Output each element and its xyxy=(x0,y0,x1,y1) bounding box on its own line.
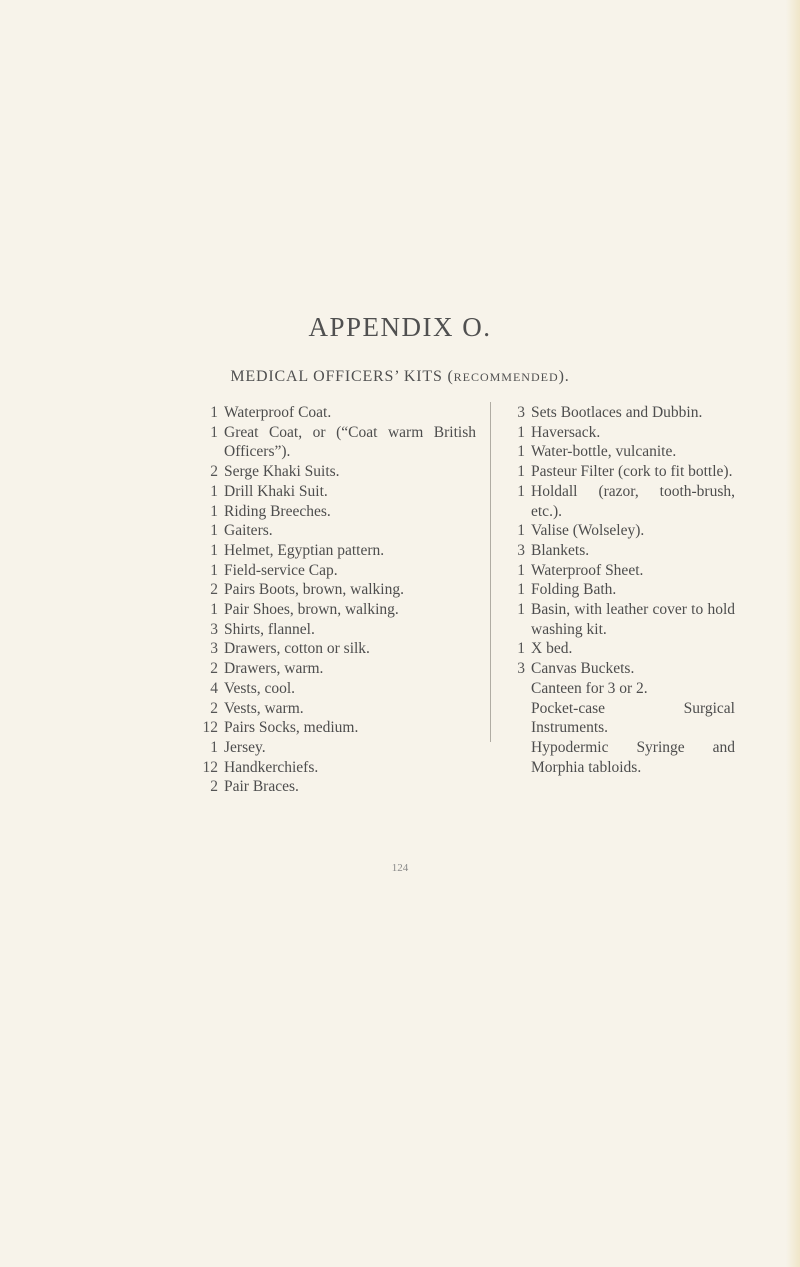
kit-list-item xyxy=(505,659,735,679)
subtitle-end: ). xyxy=(558,368,570,385)
item-quantity: 1 xyxy=(517,463,525,481)
item-quantity: 12 xyxy=(202,719,218,737)
item-description: Holdall (razor, tooth-brush, etc.). xyxy=(531,482,735,520)
kit-list-item xyxy=(505,541,735,561)
kit-list-item xyxy=(198,580,476,600)
item-quantity: 1 xyxy=(517,423,525,441)
item-quantity: 1 xyxy=(210,561,218,579)
kit-list-item xyxy=(198,777,476,797)
item-description: Drawers, warm. xyxy=(224,660,324,678)
item-description: X bed. xyxy=(531,640,573,658)
kit-list-item xyxy=(198,541,476,561)
item-quantity: 1 xyxy=(210,522,218,540)
item-quantity: 3 xyxy=(517,660,525,678)
kit-list-item xyxy=(505,561,735,581)
item-quantity: 1 xyxy=(517,581,525,599)
item-description: Sets Bootlaces and Dubbin. xyxy=(531,404,703,421)
kit-list-item xyxy=(198,462,476,482)
item-description: Vests, warm. xyxy=(224,699,304,717)
kit-list-item xyxy=(198,620,476,640)
section-subtitle xyxy=(0,368,800,386)
item-quantity: 1 xyxy=(517,522,525,540)
kit-list-item xyxy=(198,502,476,522)
kit-list-item xyxy=(505,679,735,699)
item-quantity: 12 xyxy=(202,758,218,776)
item-description: Canteen for 3 or 2. xyxy=(531,679,648,697)
item-quantity: 3 xyxy=(517,404,525,421)
kit-list-item xyxy=(198,403,476,423)
item-description: Great Coat, or (“Coat warm British Officers”). xyxy=(224,423,476,461)
kit-list-item xyxy=(505,482,735,521)
item-description: Pasteur Filter (cork to fit bottle). xyxy=(531,463,733,481)
kit-list-item xyxy=(198,423,476,462)
item-quantity: 1 xyxy=(210,423,218,441)
item-description: Valise (Wolseley). xyxy=(531,522,645,540)
item-quantity: 1 xyxy=(517,601,525,619)
item-quantity: 1 xyxy=(210,541,218,559)
kit-list-item xyxy=(505,403,735,423)
kit-list-item xyxy=(198,659,476,679)
item-quantity: 1 xyxy=(517,482,525,500)
item-description: Pocket-case Surgical Instruments. xyxy=(531,699,735,737)
right-kit-list xyxy=(505,403,735,777)
item-quantity: 1 xyxy=(210,404,218,421)
item-description: Basin, with leather cover to hold washing kit. xyxy=(531,601,735,638)
kit-list-item xyxy=(198,758,476,778)
item-quantity: 1 xyxy=(210,601,218,619)
kit-list-item xyxy=(505,738,735,777)
item-description: Gaiters. xyxy=(224,522,273,540)
kit-list-item xyxy=(505,423,735,443)
item-quantity: 2 xyxy=(210,660,218,678)
item-quantity: 1 xyxy=(210,502,218,520)
item-quantity: 1 xyxy=(517,443,525,461)
item-description: Pair Shoes, brown, walking. xyxy=(224,601,399,619)
item-description: Canvas Buckets. xyxy=(531,660,635,678)
kit-list-item xyxy=(505,521,735,541)
item-description: Drawers, cotton or silk. xyxy=(224,640,370,658)
item-description: Helmet, Egyptian pattern. xyxy=(224,541,385,559)
item-description: Serge Khaki Suits. xyxy=(224,463,340,481)
item-description: Folding Bath. xyxy=(531,581,617,599)
item-description: Hypodermic Syringe and Morphia tabloids. xyxy=(531,738,735,776)
item-description: Water-bottle, vulcanite. xyxy=(531,443,677,461)
item-quantity: 1 xyxy=(210,482,218,500)
kit-list-item xyxy=(198,600,476,620)
item-quantity: 4 xyxy=(210,679,218,697)
appendix-title: APPENDIX O. xyxy=(308,312,492,342)
kit-list-item xyxy=(505,639,735,659)
kit-list-item xyxy=(198,738,476,758)
item-description: Drill Khaki Suit. xyxy=(224,482,328,500)
kit-list-item xyxy=(505,580,735,600)
item-quantity: 1 xyxy=(517,640,525,658)
kit-list-item xyxy=(198,561,476,581)
item-quantity: 3 xyxy=(517,541,525,559)
item-description: Handkerchiefs. xyxy=(224,758,319,776)
item-description: Blankets. xyxy=(531,541,590,559)
subtitle-small-caps: RECOMMENDED xyxy=(453,370,559,384)
item-quantity: 3 xyxy=(210,640,218,658)
kit-list-item xyxy=(198,482,476,502)
kit-list-item xyxy=(198,639,476,659)
item-quantity: 2 xyxy=(210,463,218,481)
item-quantity: 2 xyxy=(210,699,218,717)
kit-list-item xyxy=(198,718,476,738)
item-description: Jersey. xyxy=(224,738,266,756)
left-kit-list xyxy=(198,403,476,797)
item-description: Vests, cool. xyxy=(224,679,296,697)
item-description: Waterproof Coat. xyxy=(224,404,332,421)
item-quantity: 1 xyxy=(210,738,218,756)
item-quantity: 1 xyxy=(517,561,525,579)
kit-list-item xyxy=(505,462,735,482)
kit-list-item xyxy=(198,699,476,719)
item-quantity: 3 xyxy=(210,620,218,638)
kit-list-item xyxy=(505,600,735,639)
item-description: Pairs Boots, brown, walking. xyxy=(224,581,404,599)
item-description: Pair Braces. xyxy=(224,778,299,796)
kit-list-item xyxy=(505,442,735,462)
item-description: Haversack. xyxy=(531,423,601,441)
item-quantity: 2 xyxy=(210,778,218,796)
item-quantity: 2 xyxy=(210,581,218,599)
kit-list-item xyxy=(198,679,476,699)
subtitle-main: MEDICAL OFFICERS’ KITS ( xyxy=(230,368,454,385)
kit-list-item xyxy=(505,699,735,738)
column-divider xyxy=(490,402,491,742)
item-description: Riding Breeches. xyxy=(224,502,331,520)
item-description: Pairs Socks, medium. xyxy=(224,719,359,737)
item-description: Shirts, flannel. xyxy=(224,620,315,638)
page-edge-shade xyxy=(786,0,800,1267)
page-number: 124 xyxy=(391,862,409,874)
item-description: Waterproof Sheet. xyxy=(531,561,644,579)
item-description: Field-service Cap. xyxy=(224,561,338,579)
kit-list-item xyxy=(198,521,476,541)
